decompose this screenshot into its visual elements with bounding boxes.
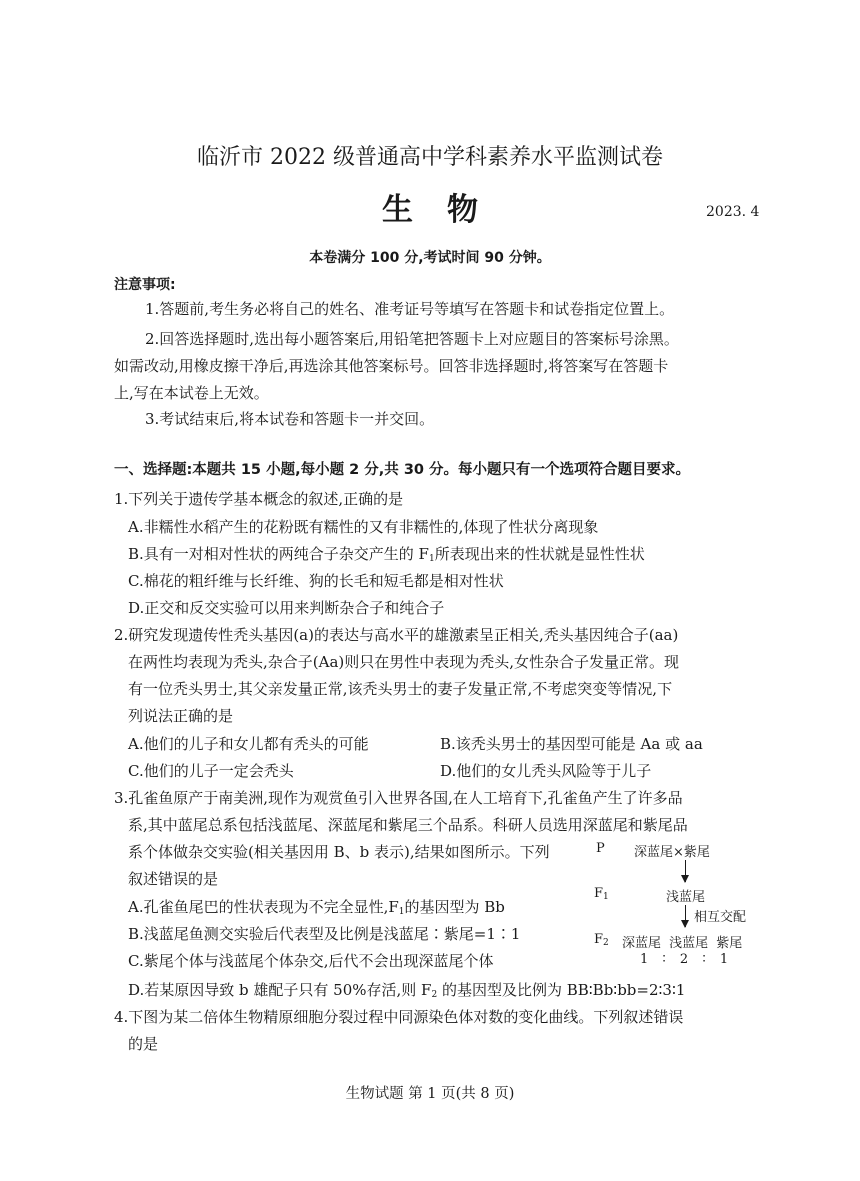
question-stem: 的是 bbox=[128, 1035, 159, 1053]
option-a: A.非糯性水稻产生的花粉既有糯性的又有非糯性的,体现了性状分离现象 bbox=[128, 518, 599, 536]
f2-label: $F_2$ bbox=[594, 932, 609, 948]
p-label: P bbox=[596, 841, 605, 856]
question-stem: 1.下列关于遗传学基本概念的叙述,正确的是 bbox=[114, 490, 404, 508]
question-stem: 系个体做杂交实验(相关基因用 B、b 表示),结果如图所示。下列 bbox=[128, 843, 550, 861]
question-stem: 有一位秃头男士,其父亲发量正常,该秃头男士的妻子发量正常,不考虑突变等情况,下 bbox=[128, 680, 673, 698]
question-stem: 列说法正确的是 bbox=[128, 707, 234, 725]
notice-line: 3.考试结束后,将本试卷和答题卡一并交回。 bbox=[145, 410, 435, 428]
option-c: C.他们的儿子一定会秃头 bbox=[128, 762, 294, 780]
notice-heading: 注意事项: bbox=[114, 277, 176, 293]
section-heading: 一、选择题:本题共 15 小题,每小题 2 分,共 30 分。每小题只有一个选项符合题目要求。 bbox=[114, 462, 691, 478]
option-d: D.正交和反交实验可以用来判断杂合子和纯合子 bbox=[128, 599, 445, 617]
option-d: D.他们的女儿秃头风险等于儿子 bbox=[440, 762, 652, 780]
question-stem: 2.研究发现遗传性秃头基因(a)的表达与高水平的雄激素呈正相关,秃头基因纯合子(aa) bbox=[114, 626, 679, 644]
option-b: B.该秃头男士的基因型可能是 Aa 或 aa bbox=[440, 735, 703, 753]
mate-label: 相互交配 bbox=[694, 910, 747, 925]
question-stem: 3.孔雀鱼原产于南美洲,现作为观赏鱼引入世界各国,在人工培育下,孔雀鱼产生了许多品 bbox=[114, 789, 683, 807]
notice-line: 1.答题前,考生务必将自己的姓名、准考证号等填写在答题卡和试卷指定位置上。 bbox=[145, 300, 675, 318]
option-c: C.棉花的粗纤维与长纤维、狗的长毛和短毛都是相对性状 bbox=[128, 572, 504, 590]
option-c: C.紫尾个体与浅蓝尾个体杂交,后代不会出现深蓝尾个体 bbox=[128, 952, 494, 970]
question-stem: 4.下图为某二倍体生物精原细胞分裂过程中同源染色体对数的变化曲线。下列叙述错误 bbox=[114, 1008, 684, 1026]
option-d: D.若某原因导致 b 雄配子只有 50%存活,则 $F_2$ 的基因型及比例为 BB∶Bb∶bb=2∶3∶1 bbox=[128, 981, 686, 1000]
down-arrow-icon bbox=[685, 860, 686, 882]
notice-line: 上,写在本试卷上无效。 bbox=[114, 384, 269, 402]
option-a: A.孔雀鱼尾巴的性状表现为不完全显性$,F_1$的基因型为 Bb bbox=[128, 898, 505, 917]
option-b: B.具有一对相对性状的两纯合子杂交产生的 $F_1$所表现出来的性状就是显性性状 bbox=[128, 545, 645, 564]
f2-ratio: 1 ∶ 2 ∶ 1 bbox=[640, 952, 729, 967]
page-footer: 生物试题 第 1 页(共 8 页) bbox=[345, 1086, 515, 1102]
question-stem: 系,其中蓝尾总系包括浅蓝尾、深蓝尾和紫尾三个品系。科研人员选用深蓝尾和紫尾品 bbox=[128, 816, 688, 834]
notice-line: 2.回答选择题时,选出每小题答案后,用铅笔把答题卡上对应题目的答案标号涂黑。 bbox=[145, 330, 679, 348]
exam-meta: 本卷满分 100 分,考试时间 90 分钟。 bbox=[309, 250, 551, 266]
down-arrow-icon bbox=[685, 905, 686, 927]
f1-label: $F_1$ bbox=[594, 886, 609, 902]
p-cross: 深蓝尾×紫尾 bbox=[634, 845, 710, 860]
cross-diagram bbox=[590, 838, 760, 978]
exam-title: 临沂市 2022 级普通高中学科素养水平监测试卷 bbox=[197, 145, 663, 170]
notice-line: 如需改动,用橡皮擦干净后,再选涂其他答案标号。回答非选择题时,将答案写在答题卡 bbox=[114, 357, 669, 375]
option-a: A.他们的儿子和女儿都有秃头的可能 bbox=[128, 735, 369, 753]
option-b: B.浅蓝尾鱼测交实验后代表型及比例是浅蓝尾∶紫尾=1∶1 bbox=[128, 925, 521, 943]
question-stem: 在两性均表现为秃头,杂合子(Aa)则只在男性中表现为秃头,女性杂合子发量正常。现 bbox=[128, 653, 680, 671]
f2-phenotypes: 深蓝尾 浅蓝尾 紫尾 bbox=[622, 936, 743, 951]
subject-title: 生物 bbox=[382, 192, 512, 228]
f1-phenotype: 浅蓝尾 bbox=[666, 890, 706, 905]
exam-date: 2023. 4 bbox=[706, 204, 760, 220]
question-stem: 叙述错误的是 bbox=[128, 870, 219, 888]
